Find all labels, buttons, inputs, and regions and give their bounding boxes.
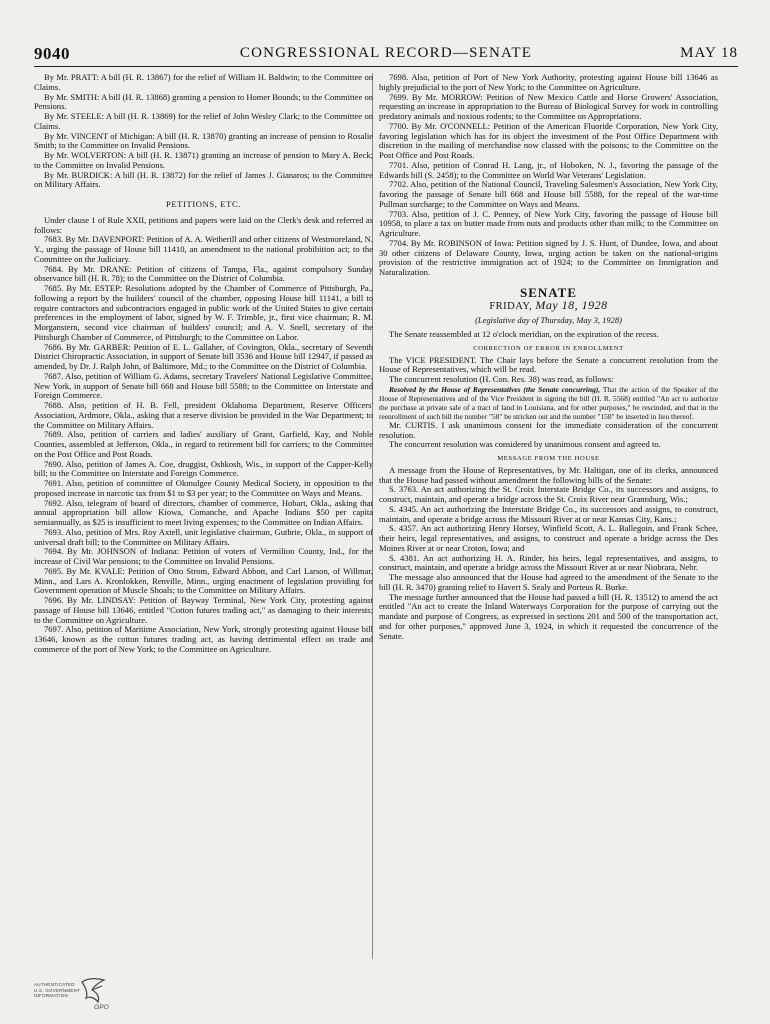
petition-entry: 7695. By Mr. KVALE: Petition of Otto Strom, Edward Abbott, and Carl Larson, of Willmar, Minn., and Lars A. Kronlokken, Renville, Minn., urging enactment of legislation providing for Government operation of Muscle Shoals; to the Committee on Military Affairs. bbox=[34, 565, 373, 596]
petition-entry: 7693. Also, petition of Mrs. Roy Axtell, unit legislative chairman, Guthrie, Okla., in support of universal draft bill; to the Committee on Military Affairs. bbox=[34, 526, 373, 547]
petition-entry: 7691. Also, petition of committee of Okmulgee County Medical Society, in opposition to the proposed increase in narcotic tax from $1 to $3 per year; to the Committee on Ways and Means. bbox=[34, 478, 373, 498]
session-day: FRIDAY, bbox=[489, 300, 533, 312]
bill-entry: By Mr. VINCENT of Michigan: A bill (H. R. 13870) granting an increase of pension to Rosalie Smith; to the Committee on Invalid Pensions. bbox=[34, 130, 373, 151]
petition-entry: Under clause 1 of Rule XXII, petitions and papers were laid on the Clerk's desk and referred as follows: bbox=[34, 214, 373, 235]
petition-entry: 7697. Also, petition of Maritime Association, New York, strongly protesting against House bill 13646, known as the cotton futures trading act, as having detrimental effect on trade and commerce of the port of New York; to the Committee on Agriculture. bbox=[34, 624, 373, 654]
petition-entry: 7701. Also, petition of Conrad H. Lang, jr., of Hoboken, N. J., favoring the passage of the Edwards bill (S. 2458); to the Committee on World War Veterans' Legislation. bbox=[379, 159, 718, 180]
petition-entry: 7703. Also, petition of J. C. Penney, of New York City, favoring the passage of House bill 10958, to place a tax on butter made from nuts and products other than milk; to the Committee on Agriculture. bbox=[379, 208, 718, 238]
page-date: MAY 18 bbox=[680, 45, 738, 61]
page-number: 9040 bbox=[34, 44, 70, 63]
petition-entry: 7696. By Mr. LINDSAY: Petition of Bayway Terminal, New York City, protesting against passage of House bill 13646, entitled "Cotton futures trading act," as damaging to their interests; to the Committee on Agriculture. bbox=[34, 595, 373, 625]
petition-entry: 7687. Also, petition of William G. Adams, secretary Travelers' National Legislative Committee, New York, in support of Senate bill 668 and House bill 5588; to the Committee on Interstate and Foreign Commerce. bbox=[34, 370, 373, 401]
senate-bill-entry: S. 4345. An act authorizing the Interstate Bridge Co., its successors and assigns, to construct, maintain, and operate a bridge across the Missouri River at or near Kansas City, Kans.; bbox=[379, 503, 718, 524]
further-text: The message further announced that the House had passed a bill (H. R. 13512) to amend the act entitled "An act to create the Inland Waterways Corporation for the purpose of carrying out the mandate and purpose of Congress, as expressed in sections 201 and 500 of the transportation act, and for other purposes," approved June 3, 1924, in which it requested the concurrence of the Senate. bbox=[379, 591, 718, 641]
session-date-text: May 18, 1928 bbox=[535, 297, 608, 312]
petition-entry: 7699. By Mr. MORROW: Petition of New Mexico Cattle and Horse Growers' Association, requesting an increase in appropriation to the Bureau of Biological Survey for work in controlling predatory animals and noxious rodents; to the Committee on Appropriations. bbox=[379, 91, 718, 121]
considered-text: The concurrent resolution was considered by unanimous consent and agreed to. bbox=[389, 439, 661, 450]
petition-entry: 7698. Also, petition of Port of New York Authority, protesting against House bill 13646 as highly prejudicial to the port of New York; to the Committee on Agriculture. bbox=[379, 72, 718, 92]
bill-entry: By Mr. PRATT: A bill (H. R. 13867) for the relief of William H. Baldwin; to the Committee on Claims. bbox=[34, 72, 373, 92]
authentication-text: AUTHENTICATED U.S. GOVERNMENT INFORMATION bbox=[34, 982, 81, 999]
bill-entry: By Mr. WOLVERTON: A bill (H. R. 13871) granting an increase of pension to Mary A. Beck; to the Committee on Invalid Pensions. bbox=[34, 150, 373, 170]
petition-entry: 7688. Also, petition of H. B. Fell, president Oklahoma Department, Reserve Officers' Association, Ardmore, Okla., asking that a reserve division be provided in the War Department; to the Committee on Military Affairs. bbox=[34, 400, 373, 430]
vice-president-text: The VICE PRESIDENT. The Chair lays before the Senate a concurrent resolution from the House of Representatives, which will be read. bbox=[379, 354, 718, 375]
resolved-body: That the action of the Speaker of the House of Representatives and of the Vice President in signing the bill (H. R. 5568) entitled "An act to authorize the purchase at private sale of a tract of land in Louisiana, and for other purposes," be rescinded, and that in the reenrollment of such bill the number "58" be stricken out and the number "158" be inserted in lieu thereof. bbox=[379, 384, 718, 421]
legislative-day: (Legislative day of Thursday, May 3, 1928) bbox=[475, 315, 622, 326]
message-intro: A message from the House of Representatives, by Mr. Haltigan, one of its clerks, announced that the House had passed without amendment the following bills of the Senate: bbox=[379, 464, 718, 485]
petition-entry: 7702. Also, petition of the National Council, Traveling Salesmen's Association, New York City, favoring the passage of Senate bill 668 and House bill 5588, for the repeal of the war-time Pullman surcharge; to the Committee on Ways and Means. bbox=[379, 179, 718, 209]
senate-heading: SENATE bbox=[519, 284, 578, 300]
bill-entry: By Mr. SMITH: A bill (H. R. 13868) granting a pension to Homer Bounds; to the Committee on Pensions. bbox=[34, 91, 373, 112]
page-title: CONGRESSIONAL RECORD—SENATE bbox=[239, 45, 533, 61]
page-header bbox=[34, 44, 738, 67]
senate-bill-entry: S. 4381. An act authorizing H. A. Rinder, his heirs, legal representatives, and assigns, to construct, maintain, and operate a bridge across the Missouri River at or near Niobrara, Nebr. bbox=[379, 552, 718, 573]
petition-entry: 7685. By Mr. ESTEP: Resolutions adopted by the Chamber of Commerce of Pittsburgh, Pa., following a report by the builders' council of the chamber, opposing House bill 11141, a bill to require contractors and subcontractors engaged in public work of the United States to give certain preferences in the employment of labor, signed by W. F. Trimble, jr., first vice chairman; R. M. Morganstern, second vice chairman of builders' council; and A. V. Snell, secretary of the Pittsburgh Chamber of Commerce, of Pittsburgh; to the Committee on Labor. bbox=[34, 283, 373, 342]
petition-entry: 7694. By Mr. JOHNSON of Indiana: Petition of voters of Vermilion County, Ind., for the increase of Civil War pensions; to the Committee on Invalid Pensions. bbox=[34, 546, 373, 566]
petitions-heading: PETITIONS, ETC. bbox=[165, 199, 242, 209]
gpo-label: GPO bbox=[94, 1004, 110, 1011]
message-heading: MESSAGE FROM THE HOUSE bbox=[497, 455, 600, 462]
gpo-authentication-seal bbox=[34, 976, 114, 1012]
petitions-list bbox=[34, 216, 373, 655]
amendment-text: The message also announced that the House had agreed to the amendment of the Senate to the bill (H. R. 3470) granting relief to Havert S. Sealy and Porteus R. Burke. bbox=[379, 572, 718, 592]
bills-list bbox=[34, 73, 373, 190]
resolution-read-text: The concurrent resolution (H. Con. Res. 38) was read, as follows: bbox=[389, 374, 614, 384]
left-column bbox=[34, 73, 373, 655]
petition-entry: 7686. By Mr. GARBER: Petition of E. L. Gallaher, of Covington, Okla., secretary of Seventh District Chiropractic Association, in support of Senate bill 3536 and House bill 12947, if passed as amended, by Dr. J. Ralph John, of Baltimore, Md.; to the Committee on the District of Columbia. bbox=[34, 341, 373, 371]
petition-entry: 7689. Also, petition of carriers and ladies' auxiliary of Grant, Garfield, Kay, and Noble Counties, assembled at Jefferson, Okla., in regard to retirement bill for carriers; to the Committee on the Post Office and Post Roads. bbox=[34, 429, 373, 459]
resolution-text bbox=[379, 385, 718, 421]
petition-entry: 7690. Also, petition of James A. Coe, druggist, Oshkosh, Wis., in support of the Capper-Kelly bill; to the Committee on Interstate and Foreign Commerce. bbox=[34, 458, 373, 479]
bill-entry: By Mr. BURDICK: A bill (H. R. 13872) for the relief of James J. Gianaros; to the Committee on Military Affairs. bbox=[34, 169, 373, 190]
petition-entry: 7704. By Mr. ROBINSON of Iowa: Petition signed by J. S. Hunt, of Dundee, Iowa, and about 30 other citizens of Delaware County, Iowa, urging action be taken on the national-origins provision of the restrictive immigration act of 1924; to the Committee on Immigration and Naturalization. bbox=[379, 237, 718, 277]
petition-entry: 7684. By Mr. DRANE: Petition of citizens of Tampa, Fla., against compulsory Sunday observance bill (H. R. 78); to the Committee on the District of Columbia. bbox=[34, 263, 373, 284]
session-date bbox=[379, 297, 718, 312]
petitions-continued bbox=[379, 73, 718, 278]
curtis-text: Mr. CURTIS. I ask unanimous consent for the immediate consideration of the concurrent resolution. bbox=[379, 419, 718, 440]
petition-entry: 7692. Also, telegram of board of directors, chamber of commerce, Hobart, Okla., asking that annual appropriation bill allow Kiowa, Comanche, and Apache Indians $50 per capita semiannually, as $25 is insufficient to meet living expenses; to the Committee on Indian Affairs. bbox=[34, 497, 373, 527]
bill-entry: By Mr. STEELE: A bill (H. R. 13869) for the relief of John Wesley Clark; to the Committee on Claims. bbox=[34, 111, 373, 131]
reassembled-text: The Senate reassembled at 12 o'clock meridian, on the expiration of the recess. bbox=[389, 329, 659, 339]
senate-bill-entry: S. 4357. An act authorizing Henry Horsey, Winfield Scott, A. L. Ballegoin, and Frank Schee, their heirs, legal representatives, and assigns, to construct and operate a bridge across the Des Moines River at or near Croton, Iowa; and bbox=[379, 523, 718, 553]
petition-entry: 7700. By Mr. O'CONNELL: Petition of the American Fluoride Corporation, New York City, favoring legislation which has for its object the investment of the Post Office Department with discretion in the mailing of merchandise now classed with the poisons; to the Committee on the Post Office and Post Roads. bbox=[379, 120, 718, 160]
correction-heading: CORRECTION OF ERROR IN ENROLLMENT bbox=[473, 344, 624, 352]
right-column bbox=[379, 73, 718, 641]
petition-entry: 7683. By Mr. DAVENPORT: Petition of A. A. Wetherill and other citizens of Westmoreland, N. Y., urging the passage of House bill 11410, an amendment to the national prohibition act; to the Committee on the Judiciary. bbox=[34, 234, 373, 264]
resolved-lead: Resolved by the House of Representatives (the Senate concurring), bbox=[389, 384, 601, 394]
senate-bill-entry: S. 3763. An act authorizing the St. Croix Interstate Bridge Co., its successors and assigns, to construct, maintain, and operate a bridge across the St. Croix River near Grantsburg, Wis.; bbox=[379, 484, 718, 504]
